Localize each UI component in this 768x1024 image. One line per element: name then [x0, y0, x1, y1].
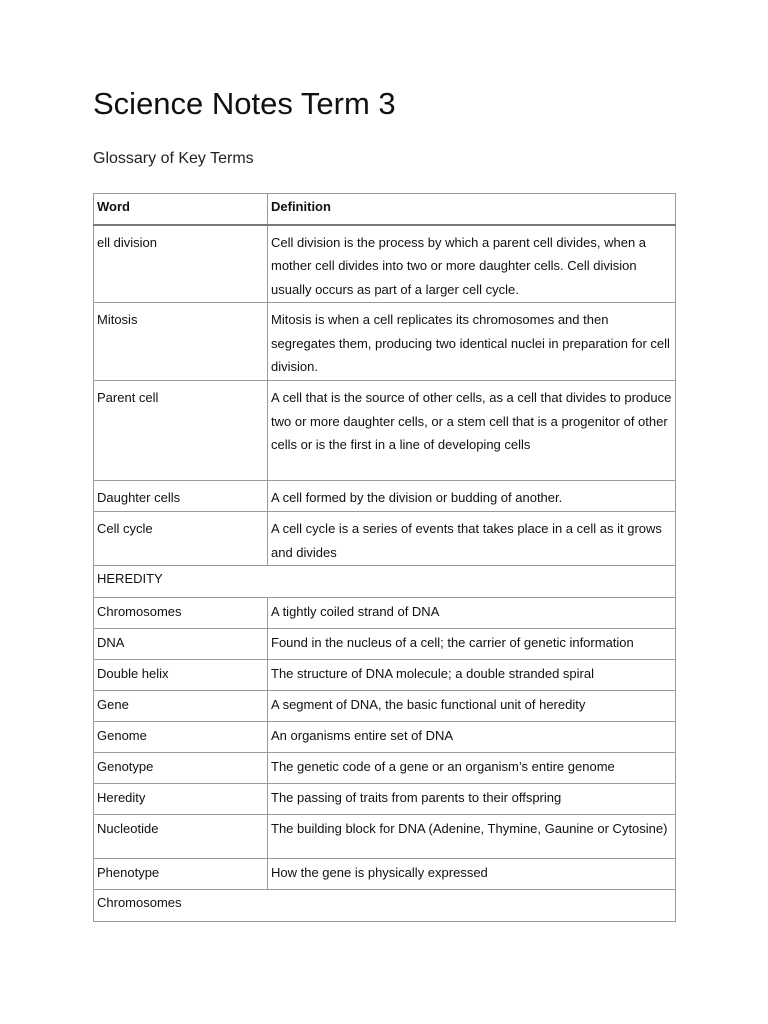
table-header-row — [94, 194, 676, 225]
term-cell: Phenotype — [94, 859, 268, 890]
table-row — [94, 303, 676, 381]
table-row — [94, 481, 676, 512]
page-title: Science Notes Term 3 — [93, 86, 396, 121]
term-cell: Double helix — [94, 660, 268, 691]
definition-cell: A cell cycle is a series of events that takes place in a cell as it grows and divides — [268, 512, 676, 566]
term-cell: Gene — [94, 691, 268, 722]
term-cell: Daughter cells — [94, 481, 268, 512]
definition-cell: The building block for DNA (Adenine, Thymine, Gaunine or Cytosine) — [268, 815, 676, 859]
table-row — [94, 225, 676, 303]
definition-cell: A tightly coiled strand of DNA — [268, 598, 676, 629]
term-cell: Nucleotide — [94, 815, 268, 859]
term-cell: DNA — [94, 629, 268, 660]
table-row — [94, 722, 676, 753]
definition-cell: A cell that is the source of other cells, as a cell that divides to produce two or more daughter cells, or a stem cell that is a progenitor of other cells or is the first in a line of developing cells — [268, 381, 676, 481]
definition-cell: A cell formed by the division or budding of another. — [268, 481, 676, 512]
table-row — [94, 753, 676, 784]
table-row — [94, 629, 676, 660]
table-row — [94, 598, 676, 629]
section-label-heredity: HEREDITY — [94, 566, 676, 598]
section-row — [94, 890, 676, 922]
table-row — [94, 381, 676, 481]
column-header-definition: Definition — [268, 194, 676, 225]
definition-cell: An organisms entire set of DNA — [268, 722, 676, 753]
table-row — [94, 512, 676, 566]
definition-cell: How the gene is physically expressed — [268, 859, 676, 890]
column-header-word: Word — [94, 194, 268, 225]
definition-cell: Cell division is the process by which a parent cell divides, when a mother cell divides into two or more daughter cells. Cell division usually occurs as part of a larger cell cycle. — [268, 225, 676, 303]
section-label-chromosomes: Chromosomes — [94, 890, 676, 922]
definition-cell: Found in the nucleus of a cell; the carrier of genetic information — [268, 629, 676, 660]
term-cell: Genome — [94, 722, 268, 753]
term-cell: ell division — [94, 225, 268, 303]
table-row — [94, 815, 676, 859]
definition-cell: A segment of DNA, the basic functional unit of heredity — [268, 691, 676, 722]
section-subtitle: Glossary of Key Terms — [93, 150, 254, 167]
table-row — [94, 859, 676, 890]
table-row — [94, 784, 676, 815]
table-row — [94, 691, 676, 722]
section-row — [94, 566, 676, 598]
definition-cell: Mitosis is when a cell replicates its chromosomes and then segregates them, producing two identical nuclei in preparation for cell division. — [268, 303, 676, 381]
term-cell: Chromosomes — [94, 598, 268, 629]
term-cell: Parent cell — [94, 381, 268, 481]
table-row — [94, 660, 676, 691]
term-cell: Mitosis — [94, 303, 268, 381]
definition-cell: The genetic code of a gene or an organism’s entire genome — [268, 753, 676, 784]
definition-cell: The structure of DNA molecule; a double stranded spiral — [268, 660, 676, 691]
glossary-table — [93, 193, 676, 922]
term-cell: Genotype — [94, 753, 268, 784]
term-cell: Cell cycle — [94, 512, 268, 566]
term-cell: Heredity — [94, 784, 268, 815]
definition-cell: The passing of traits from parents to their offspring — [268, 784, 676, 815]
